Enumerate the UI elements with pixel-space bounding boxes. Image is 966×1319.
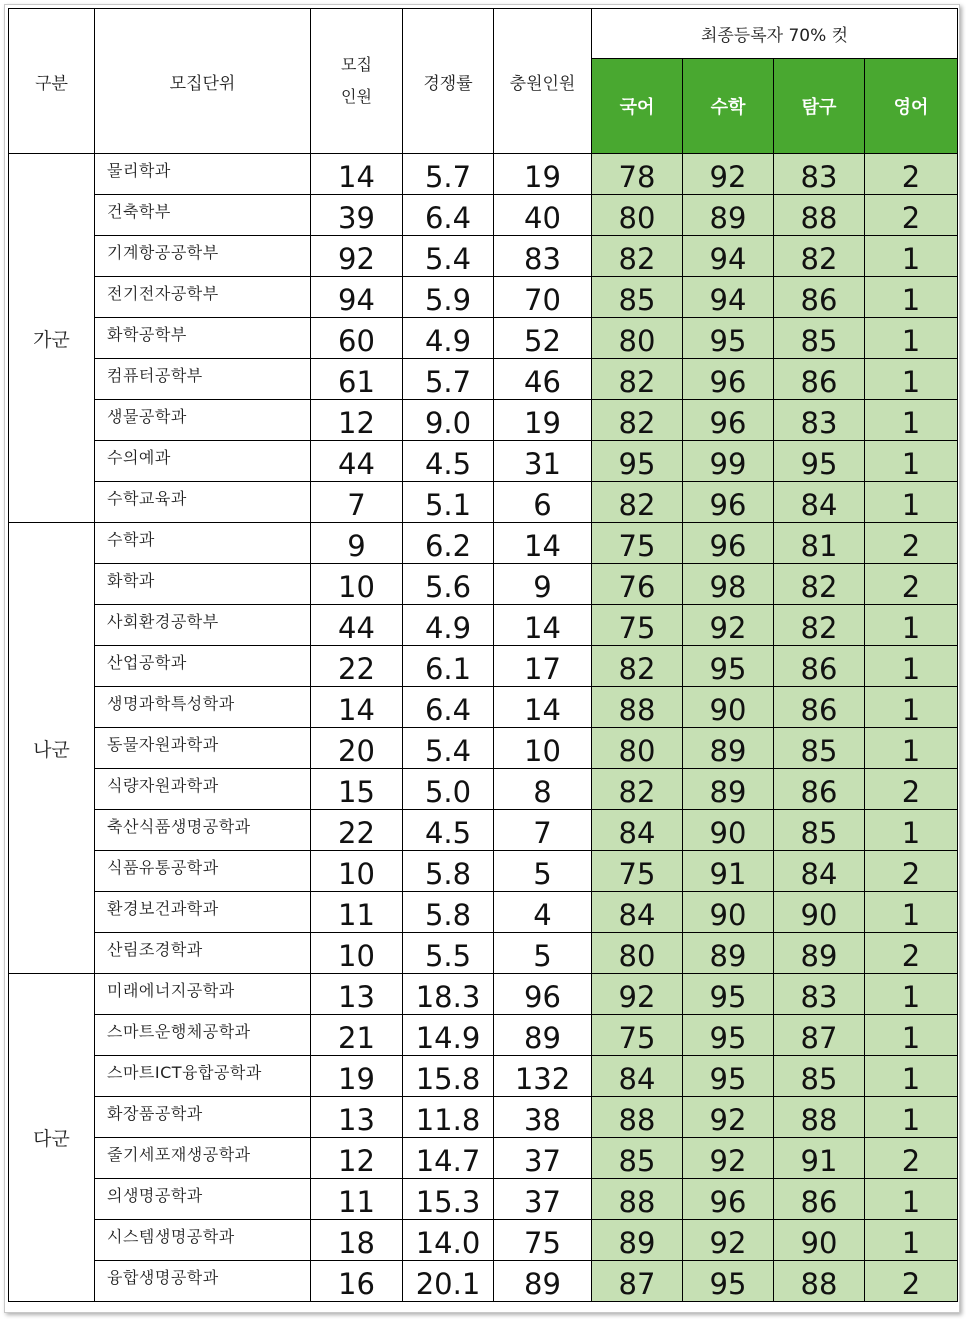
unit-cell: 식량자원과학과 (95, 769, 311, 810)
english-grade-cell: 1 (865, 974, 958, 1015)
inquiry-cut-cell: 95 (774, 441, 865, 482)
math-cut-cell: 92 (683, 1097, 774, 1138)
header-extra: 충원인원 (494, 9, 592, 154)
korean-cut-cell: 75 (592, 605, 683, 646)
english-grade-cell: 1 (865, 318, 958, 359)
rate-cell: 5.7 (403, 359, 494, 400)
inquiry-cut-cell: 87 (774, 1015, 865, 1056)
unit-cell: 생명과학특성학과 (95, 687, 311, 728)
extra-cell: 7 (494, 810, 592, 851)
rate-cell: 4.9 (403, 318, 494, 359)
quota-cell: 44 (311, 441, 403, 482)
quota-cell: 21 (311, 1015, 403, 1056)
unit-cell: 사회환경공학부 (95, 605, 311, 646)
korean-cut-cell: 80 (592, 933, 683, 974)
header-quota-line1: 모집 (341, 55, 372, 74)
rate-cell: 18.3 (403, 974, 494, 1015)
math-cut-cell: 91 (683, 851, 774, 892)
english-grade-cell: 1 (865, 605, 958, 646)
extra-cell: 8 (494, 769, 592, 810)
rate-cell: 14.9 (403, 1015, 494, 1056)
extra-cell: 9 (494, 564, 592, 605)
table-row (9, 687, 958, 728)
header-category: 구분 (9, 9, 95, 154)
table-row (9, 523, 958, 564)
extra-cell: 89 (494, 1261, 592, 1302)
rate-cell: 4.5 (403, 441, 494, 482)
english-grade-cell: 1 (865, 1179, 958, 1220)
quota-cell: 10 (311, 933, 403, 974)
quota-cell: 12 (311, 1138, 403, 1179)
math-cut-cell: 90 (683, 810, 774, 851)
inquiry-cut-cell: 84 (774, 851, 865, 892)
table-row (9, 728, 958, 769)
unit-cell: 건축학부 (95, 195, 311, 236)
unit-cell: 수학과 (95, 523, 311, 564)
math-cut-cell: 95 (683, 1056, 774, 1097)
quota-cell: 20 (311, 728, 403, 769)
unit-cell: 기계항공공학부 (95, 236, 311, 277)
korean-cut-cell: 82 (592, 359, 683, 400)
table-row (9, 646, 958, 687)
inquiry-cut-cell: 91 (774, 1138, 865, 1179)
table-row (9, 1179, 958, 1220)
korean-cut-cell: 84 (592, 1056, 683, 1097)
inquiry-cut-cell: 86 (774, 769, 865, 810)
extra-cell: 75 (494, 1220, 592, 1261)
extra-cell: 83 (494, 236, 592, 277)
unit-cell: 스마트운행체공학과 (95, 1015, 311, 1056)
unit-cell: 축산식품생명공학과 (95, 810, 311, 851)
unit-cell: 스마트ICT융합공학과 (95, 1056, 311, 1097)
extra-cell: 40 (494, 195, 592, 236)
rate-cell: 4.9 (403, 605, 494, 646)
unit-cell: 화학과 (95, 564, 311, 605)
inquiry-cut-cell: 88 (774, 195, 865, 236)
rate-cell: 6.4 (403, 687, 494, 728)
extra-cell: 96 (494, 974, 592, 1015)
math-cut-cell: 89 (683, 195, 774, 236)
english-grade-cell: 1 (865, 687, 958, 728)
table-row (9, 359, 958, 400)
english-grade-cell: 1 (865, 400, 958, 441)
quota-cell: 14 (311, 154, 403, 195)
korean-cut-cell: 78 (592, 154, 683, 195)
korean-cut-cell: 82 (592, 646, 683, 687)
math-cut-cell: 99 (683, 441, 774, 482)
admission-cut-table (8, 8, 958, 1302)
inquiry-cut-cell: 85 (774, 728, 865, 769)
extra-cell: 52 (494, 318, 592, 359)
extra-cell: 14 (494, 605, 592, 646)
inquiry-cut-cell: 88 (774, 1261, 865, 1302)
unit-cell: 화학공학부 (95, 318, 311, 359)
header-competition: 경쟁률 (403, 9, 494, 154)
inquiry-cut-cell: 82 (774, 564, 865, 605)
rate-cell: 4.5 (403, 810, 494, 851)
korean-cut-cell: 84 (592, 892, 683, 933)
english-grade-cell: 2 (865, 769, 958, 810)
header-unit: 모집단위 (95, 9, 311, 154)
header-quota (311, 9, 403, 154)
quota-cell: 44 (311, 605, 403, 646)
group-label: 가군 (9, 154, 95, 523)
rate-cell: 15.3 (403, 1179, 494, 1220)
inquiry-cut-cell: 82 (774, 605, 865, 646)
korean-cut-cell: 82 (592, 769, 683, 810)
extra-cell: 19 (494, 400, 592, 441)
unit-cell: 미래에너지공학과 (95, 974, 311, 1015)
header-cut-title: 최종등록자 70% 컷 (592, 9, 958, 59)
inquiry-cut-cell: 83 (774, 154, 865, 195)
math-cut-cell: 92 (683, 1220, 774, 1261)
quota-cell: 60 (311, 318, 403, 359)
rate-cell: 5.9 (403, 277, 494, 318)
english-grade-cell: 1 (865, 810, 958, 851)
extra-cell: 5 (494, 933, 592, 974)
korean-cut-cell: 82 (592, 482, 683, 523)
english-grade-cell: 1 (865, 359, 958, 400)
unit-cell: 시스템생명공학과 (95, 1220, 311, 1261)
inquiry-cut-cell: 85 (774, 318, 865, 359)
english-grade-cell: 2 (865, 154, 958, 195)
quota-cell: 13 (311, 1097, 403, 1138)
unit-cell: 물리학과 (95, 154, 311, 195)
inquiry-cut-cell: 89 (774, 933, 865, 974)
extra-cell: 89 (494, 1015, 592, 1056)
english-grade-cell: 2 (865, 933, 958, 974)
inquiry-cut-cell: 83 (774, 974, 865, 1015)
inquiry-cut-cell: 86 (774, 646, 865, 687)
table-row (9, 318, 958, 359)
korean-cut-cell: 76 (592, 564, 683, 605)
extra-cell: 132 (494, 1056, 592, 1097)
korean-cut-cell: 88 (592, 687, 683, 728)
math-cut-cell: 92 (683, 154, 774, 195)
korean-cut-cell: 82 (592, 236, 683, 277)
unit-cell: 컴퓨터공학부 (95, 359, 311, 400)
inquiry-cut-cell: 82 (774, 236, 865, 277)
quota-cell: 11 (311, 1179, 403, 1220)
extra-cell: 10 (494, 728, 592, 769)
english-grade-cell: 1 (865, 1015, 958, 1056)
math-cut-cell: 90 (683, 892, 774, 933)
unit-cell: 전기전자공학부 (95, 277, 311, 318)
quota-cell: 18 (311, 1220, 403, 1261)
table-row (9, 236, 958, 277)
header-subject-korean: 국어 (592, 59, 683, 154)
math-cut-cell: 89 (683, 769, 774, 810)
table-row (9, 1220, 958, 1261)
quota-cell: 16 (311, 1261, 403, 1302)
korean-cut-cell: 75 (592, 523, 683, 564)
table-row (9, 851, 958, 892)
korean-cut-cell: 89 (592, 1220, 683, 1261)
table-row (9, 1261, 958, 1302)
korean-cut-cell: 80 (592, 195, 683, 236)
english-grade-cell: 2 (865, 1261, 958, 1302)
quota-cell: 22 (311, 810, 403, 851)
unit-cell: 융합생명공학과 (95, 1261, 311, 1302)
english-grade-cell: 1 (865, 892, 958, 933)
english-grade-cell: 1 (865, 1097, 958, 1138)
unit-cell: 식품유통공학과 (95, 851, 311, 892)
quota-cell: 15 (311, 769, 403, 810)
extra-cell: 17 (494, 646, 592, 687)
group-label: 나군 (9, 523, 95, 974)
quota-cell: 10 (311, 564, 403, 605)
quota-cell: 39 (311, 195, 403, 236)
korean-cut-cell: 85 (592, 277, 683, 318)
math-cut-cell: 95 (683, 974, 774, 1015)
rate-cell: 6.1 (403, 646, 494, 687)
unit-cell: 생물공학과 (95, 400, 311, 441)
english-grade-cell: 1 (865, 646, 958, 687)
unit-cell: 수학교육과 (95, 482, 311, 523)
table-row (9, 810, 958, 851)
header-quota-line2: 인원 (341, 87, 372, 106)
table-row (9, 769, 958, 810)
rate-cell: 5.6 (403, 564, 494, 605)
table-row (9, 441, 958, 482)
inquiry-cut-cell: 86 (774, 687, 865, 728)
extra-cell: 37 (494, 1179, 592, 1220)
inquiry-cut-cell: 86 (774, 277, 865, 318)
math-cut-cell: 90 (683, 687, 774, 728)
rate-cell: 6.2 (403, 523, 494, 564)
table-row (9, 195, 958, 236)
table-row (9, 277, 958, 318)
table-row (9, 482, 958, 523)
english-grade-cell: 1 (865, 728, 958, 769)
table-row (9, 154, 958, 195)
math-cut-cell: 92 (683, 1138, 774, 1179)
group-label: 다군 (9, 974, 95, 1302)
quota-cell: 14 (311, 687, 403, 728)
table-row (9, 974, 958, 1015)
quota-cell: 10 (311, 851, 403, 892)
quota-cell: 9 (311, 523, 403, 564)
english-grade-cell: 2 (865, 195, 958, 236)
rate-cell: 5.7 (403, 154, 494, 195)
table-row (9, 1097, 958, 1138)
rate-cell: 5.8 (403, 851, 494, 892)
extra-cell: 6 (494, 482, 592, 523)
unit-cell: 환경보건과학과 (95, 892, 311, 933)
korean-cut-cell: 95 (592, 441, 683, 482)
english-grade-cell: 1 (865, 236, 958, 277)
rate-cell: 20.1 (403, 1261, 494, 1302)
korean-cut-cell: 84 (592, 810, 683, 851)
korean-cut-cell: 88 (592, 1179, 683, 1220)
table-row (9, 605, 958, 646)
extra-cell: 4 (494, 892, 592, 933)
korean-cut-cell: 92 (592, 974, 683, 1015)
math-cut-cell: 89 (683, 728, 774, 769)
rate-cell: 5.1 (403, 482, 494, 523)
inquiry-cut-cell: 85 (774, 1056, 865, 1097)
english-grade-cell: 1 (865, 1220, 958, 1261)
math-cut-cell: 96 (683, 1179, 774, 1220)
rate-cell: 5.4 (403, 728, 494, 769)
korean-cut-cell: 75 (592, 1015, 683, 1056)
english-grade-cell: 1 (865, 482, 958, 523)
unit-cell: 산업공학과 (95, 646, 311, 687)
korean-cut-cell: 80 (592, 318, 683, 359)
rate-cell: 14.7 (403, 1138, 494, 1179)
math-cut-cell: 96 (683, 400, 774, 441)
table-row (9, 1015, 958, 1056)
extra-cell: 19 (494, 154, 592, 195)
korean-cut-cell: 82 (592, 400, 683, 441)
quota-cell: 11 (311, 892, 403, 933)
inquiry-cut-cell: 88 (774, 1097, 865, 1138)
math-cut-cell: 95 (683, 318, 774, 359)
rate-cell: 5.4 (403, 236, 494, 277)
inquiry-cut-cell: 90 (774, 1220, 865, 1261)
table-row (9, 1138, 958, 1179)
table-body (9, 154, 958, 1302)
english-grade-cell: 2 (865, 523, 958, 564)
inquiry-cut-cell: 85 (774, 810, 865, 851)
math-cut-cell: 96 (683, 482, 774, 523)
korean-cut-cell: 80 (592, 728, 683, 769)
korean-cut-cell: 88 (592, 1097, 683, 1138)
english-grade-cell: 1 (865, 277, 958, 318)
extra-cell: 70 (494, 277, 592, 318)
inquiry-cut-cell: 86 (774, 359, 865, 400)
unit-cell: 화장품공학과 (95, 1097, 311, 1138)
unit-cell: 수의예과 (95, 441, 311, 482)
rate-cell: 6.4 (403, 195, 494, 236)
rate-cell: 11.8 (403, 1097, 494, 1138)
unit-cell: 동물자원과학과 (95, 728, 311, 769)
table-row (9, 933, 958, 974)
extra-cell: 31 (494, 441, 592, 482)
rate-cell: 5.5 (403, 933, 494, 974)
unit-cell: 의생명공학과 (95, 1179, 311, 1220)
extra-cell: 14 (494, 687, 592, 728)
extra-cell: 37 (494, 1138, 592, 1179)
quota-cell: 92 (311, 236, 403, 277)
rate-cell: 14.0 (403, 1220, 494, 1261)
math-cut-cell: 96 (683, 523, 774, 564)
table-row (9, 400, 958, 441)
extra-cell: 46 (494, 359, 592, 400)
quota-cell: 19 (311, 1056, 403, 1097)
inquiry-cut-cell: 84 (774, 482, 865, 523)
quota-cell: 12 (311, 400, 403, 441)
table-row (9, 1056, 958, 1097)
korean-cut-cell: 87 (592, 1261, 683, 1302)
math-cut-cell: 89 (683, 933, 774, 974)
header-subject-math: 수학 (683, 59, 774, 154)
korean-cut-cell: 85 (592, 1138, 683, 1179)
english-grade-cell: 1 (865, 441, 958, 482)
rate-cell: 5.8 (403, 892, 494, 933)
table-row (9, 892, 958, 933)
math-cut-cell: 95 (683, 646, 774, 687)
rate-cell: 9.0 (403, 400, 494, 441)
english-grade-cell: 1 (865, 1056, 958, 1097)
extra-cell: 14 (494, 523, 592, 564)
inquiry-cut-cell: 83 (774, 400, 865, 441)
extra-cell: 38 (494, 1097, 592, 1138)
header-subject-inquiry: 탐구 (774, 59, 865, 154)
quota-cell: 7 (311, 482, 403, 523)
quota-cell: 94 (311, 277, 403, 318)
inquiry-cut-cell: 86 (774, 1179, 865, 1220)
quota-cell: 13 (311, 974, 403, 1015)
rate-cell: 5.0 (403, 769, 494, 810)
rate-cell: 15.8 (403, 1056, 494, 1097)
math-cut-cell: 94 (683, 277, 774, 318)
unit-cell: 줄기세포재생공학과 (95, 1138, 311, 1179)
math-cut-cell: 94 (683, 236, 774, 277)
extra-cell: 5 (494, 851, 592, 892)
inquiry-cut-cell: 81 (774, 523, 865, 564)
math-cut-cell: 92 (683, 605, 774, 646)
english-grade-cell: 2 (865, 564, 958, 605)
math-cut-cell: 96 (683, 359, 774, 400)
math-cut-cell: 95 (683, 1015, 774, 1056)
math-cut-cell: 95 (683, 1261, 774, 1302)
unit-cell: 산림조경학과 (95, 933, 311, 974)
inquiry-cut-cell: 90 (774, 892, 865, 933)
header-subject-english: 영어 (865, 59, 958, 154)
table-row (9, 564, 958, 605)
math-cut-cell: 98 (683, 564, 774, 605)
korean-cut-cell: 75 (592, 851, 683, 892)
quota-cell: 22 (311, 646, 403, 687)
quota-cell: 61 (311, 359, 403, 400)
english-grade-cell: 2 (865, 851, 958, 892)
english-grade-cell: 2 (865, 1138, 958, 1179)
